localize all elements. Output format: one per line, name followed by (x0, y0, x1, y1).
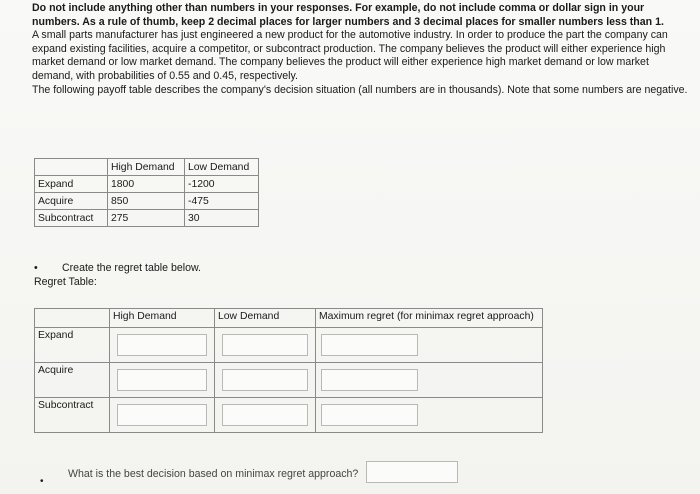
payoff-cell-low: -1200 (185, 176, 259, 193)
acquire-low-regret-input[interactable] (222, 369, 308, 391)
regret-cell-high (110, 328, 215, 363)
payoff-row-subcontract (35, 210, 259, 227)
payoff-cell-high: 850 (108, 193, 185, 210)
bullet-dot: • (34, 262, 38, 274)
regret-cell-high (110, 398, 215, 433)
payoff-cell-high: 1800 (108, 176, 185, 193)
payoff-table-note: The following payoff table describes the company's decision situation (all numbers are in thousands). Note that some numbers are negative. (32, 83, 688, 96)
scenario-text: A small parts manufacturer has just engineered a new product for the automotive industry. In order to produce the part the company can expand existing facilities, acquire a competitor, or subcontract production. The company believes the product will either experience high market demand or low market demand. The company believes the product will either experience high market demand or low market demand, with probabilities of 0.55 and 0.45, respectively. (32, 29, 668, 82)
payoff-cell-high: 275 (108, 210, 185, 227)
regret-row-acquire (35, 363, 543, 398)
payoff-cell-low: 30 (185, 210, 259, 227)
regret-header-low-demand: Low Demand (215, 309, 316, 328)
acquire-high-regret-input[interactable] (117, 369, 207, 391)
payoff-header-low-demand: Low Demand (185, 159, 259, 176)
subcontract-max-regret-input[interactable] (321, 404, 418, 426)
regret-instruction-text: Create the regret table below. (62, 262, 201, 274)
formatting-instruction: Do not include anything other than numbers in your responses. For example, do not include comma or dollar sign in your numbers. As a rule of thumb, keep 2 decimal places for larger numbers and 3 decimal places for smaller numbers less than 1. (32, 2, 664, 28)
subcontract-low-regret-input[interactable] (222, 404, 308, 426)
regret-row-label: Subcontract (35, 398, 110, 433)
payoff-row-label: Expand (35, 176, 108, 193)
expand-max-regret-input[interactable] (321, 334, 418, 356)
best-decision-input[interactable] (366, 461, 458, 483)
regret-header-high-demand: High Demand (110, 309, 215, 328)
expand-low-regret-input[interactable] (222, 334, 308, 356)
regret-cell-low (215, 328, 316, 363)
regret-instruction (34, 262, 201, 274)
regret-header-row (35, 309, 543, 328)
payoff-table (34, 158, 259, 227)
regret-cell-low (215, 398, 316, 433)
regret-row-label: Expand (35, 328, 110, 363)
regret-cell-high (110, 363, 215, 398)
payoff-row-expand (35, 176, 259, 193)
regret-cell-max (316, 398, 543, 433)
payoff-header-row (35, 159, 259, 176)
regret-header-blank (35, 309, 110, 328)
regret-table-label: Regret Table: (34, 276, 97, 288)
regret-cell-low (215, 363, 316, 398)
regret-row-expand (35, 328, 543, 363)
regret-header-max-regret: Maximum regret (for minimax regret approach) (316, 309, 543, 328)
regret-cell-max (316, 328, 543, 363)
question-bullet-dot: • (40, 476, 44, 487)
payoff-header-high-demand: High Demand (108, 159, 185, 176)
regret-cell-max (316, 363, 543, 398)
subcontract-high-regret-input[interactable] (117, 404, 207, 426)
payoff-header-blank (35, 159, 108, 176)
expand-high-regret-input[interactable] (117, 334, 207, 356)
regret-table (34, 308, 543, 433)
regret-row-label: Acquire (35, 363, 110, 398)
instructions-block (32, 2, 692, 97)
payoff-row-label: Subcontract (35, 210, 108, 227)
best-decision-question: What is the best decision based on minimax regret approach? (68, 468, 359, 480)
payoff-cell-low: -475 (185, 193, 259, 210)
regret-row-subcontract (35, 398, 543, 433)
payoff-row-label: Acquire (35, 193, 108, 210)
payoff-row-acquire (35, 193, 259, 210)
acquire-max-regret-input[interactable] (321, 369, 418, 391)
